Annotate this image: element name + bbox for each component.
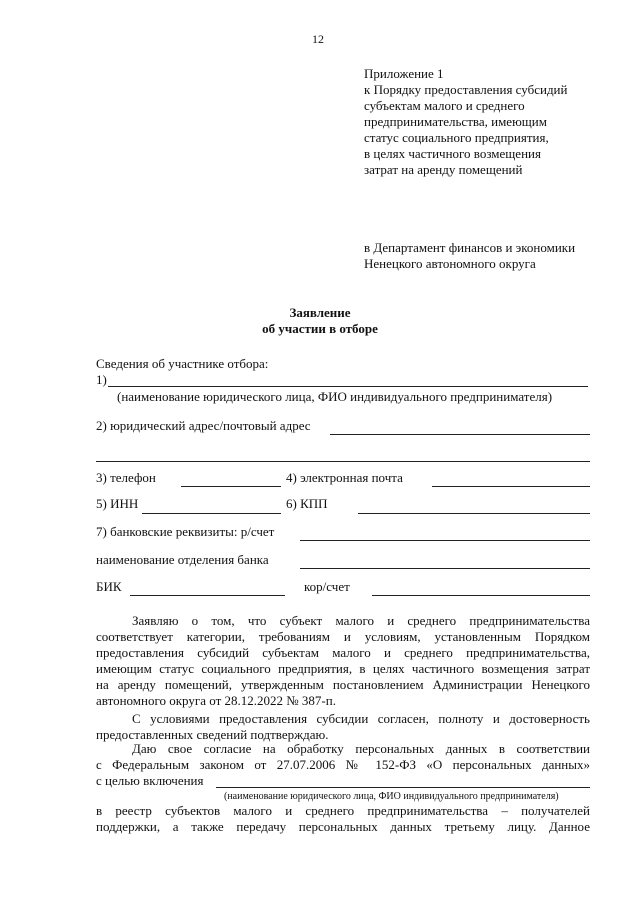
appendix-line: предпринимательства, имеющим	[364, 114, 547, 129]
appendix-line: к Порядку предоставления субсидий	[364, 82, 568, 97]
appendix-line: затрат на аренду помещений	[364, 162, 523, 177]
appendix-line: Приложение 1	[364, 66, 444, 81]
bik-label: БИК	[96, 579, 122, 594]
paragraph-line: автономного округа от 28.12.2022 № 387-п.	[96, 693, 336, 708]
phone-field[interactable]	[181, 486, 281, 487]
paragraph-line: поддержки, а также передачу персональных данных третьему лицу. Данное	[96, 819, 590, 834]
inn-field[interactable]	[142, 513, 281, 514]
item5-label: 5) ИНН	[96, 496, 139, 511]
item1-caption: (наименование юридического лица, ФИО индивидуального предпринимателя)	[117, 389, 553, 404]
account-field[interactable]	[300, 540, 590, 541]
paragraph-line: С условиями предоставления субсидии согласен, полноту и достоверность	[132, 711, 590, 726]
appendix-line: статус социального предприятия,	[364, 130, 549, 145]
purpose-field[interactable]	[216, 787, 590, 788]
paragraph-line: с целью включения	[96, 773, 204, 788]
paragraph-line: имеющим статус социального предприятия, в целях частичного возмещения затрат	[96, 661, 590, 676]
corr-account-field[interactable]	[372, 595, 590, 596]
bank-name-field[interactable]	[300, 568, 590, 569]
consent-paragraph	[96, 711, 590, 743]
paragraph-line: Даю свое согласие на обработку персональных данных в соответствии	[132, 741, 590, 756]
purpose-caption: (наименование юридического лица, ФИО индивидуального предпринимателя)	[224, 791, 559, 802]
paragraph-line: с Федеральным законом от 27.07.2006 № 152-ФЗ «О персональных данных»	[96, 757, 590, 772]
bik-field[interactable]	[130, 595, 285, 596]
paragraph-line: на аренду помещений, утвержденным постановлением Администрации Ненецкого	[96, 677, 590, 692]
paragraph-line: в реестр субъектов малого и среднего предпринимательства – получателей	[96, 803, 590, 818]
participant-info-heading: Сведения об участнике отбора:	[96, 356, 269, 371]
item2-label: 2) юридический адрес/почтовый адрес	[96, 418, 311, 433]
addressee-line: в Департамент финансов и экономики	[364, 240, 576, 255]
addressee-block	[364, 240, 604, 272]
paragraph-line: предоставления субсидий субъектам малого и среднего предпринимательства,	[96, 645, 590, 660]
paragraph-line: соответствует категории, требованиям и условиям, установленным Порядком	[96, 629, 590, 644]
personal-data-paragraph	[96, 741, 590, 789]
document-title: Заявление	[289, 305, 351, 320]
appendix-line: субъектам малого и среднего	[364, 98, 525, 113]
item4-label: 4) электронная почта	[286, 470, 403, 485]
item1-number: 1)	[96, 372, 107, 387]
item7-label: 7) банковские реквизиты: р/счет	[96, 524, 275, 539]
item6-label: 6) КПП	[286, 496, 328, 511]
personal-data-continuation	[96, 803, 590, 835]
email-field[interactable]	[432, 486, 590, 487]
paragraph-line: Заявляю о том, что субъект малого и среднего предпринимательства	[132, 613, 590, 628]
document-subtitle: об участии в отборе	[262, 321, 378, 336]
page-number: 12	[312, 32, 324, 46]
appendix-line: в целях частичного возмещения	[364, 146, 541, 161]
item3-label: 3) телефон	[96, 470, 156, 485]
item1-name-field[interactable]	[108, 386, 588, 387]
corr-account-label: кор/счет	[304, 579, 350, 594]
kpp-field[interactable]	[358, 513, 590, 514]
bank-name-label: наименование отделения банка	[96, 552, 269, 567]
item2-address-field[interactable]	[330, 434, 590, 435]
paragraph-line: предоставленных сведений подтверждаю.	[96, 727, 329, 742]
appendix-block	[364, 66, 604, 178]
addressee-line: Ненецкого автономного округа	[364, 256, 536, 271]
declaration-paragraph	[96, 613, 590, 709]
item2-address-field-line2[interactable]	[96, 461, 590, 462]
